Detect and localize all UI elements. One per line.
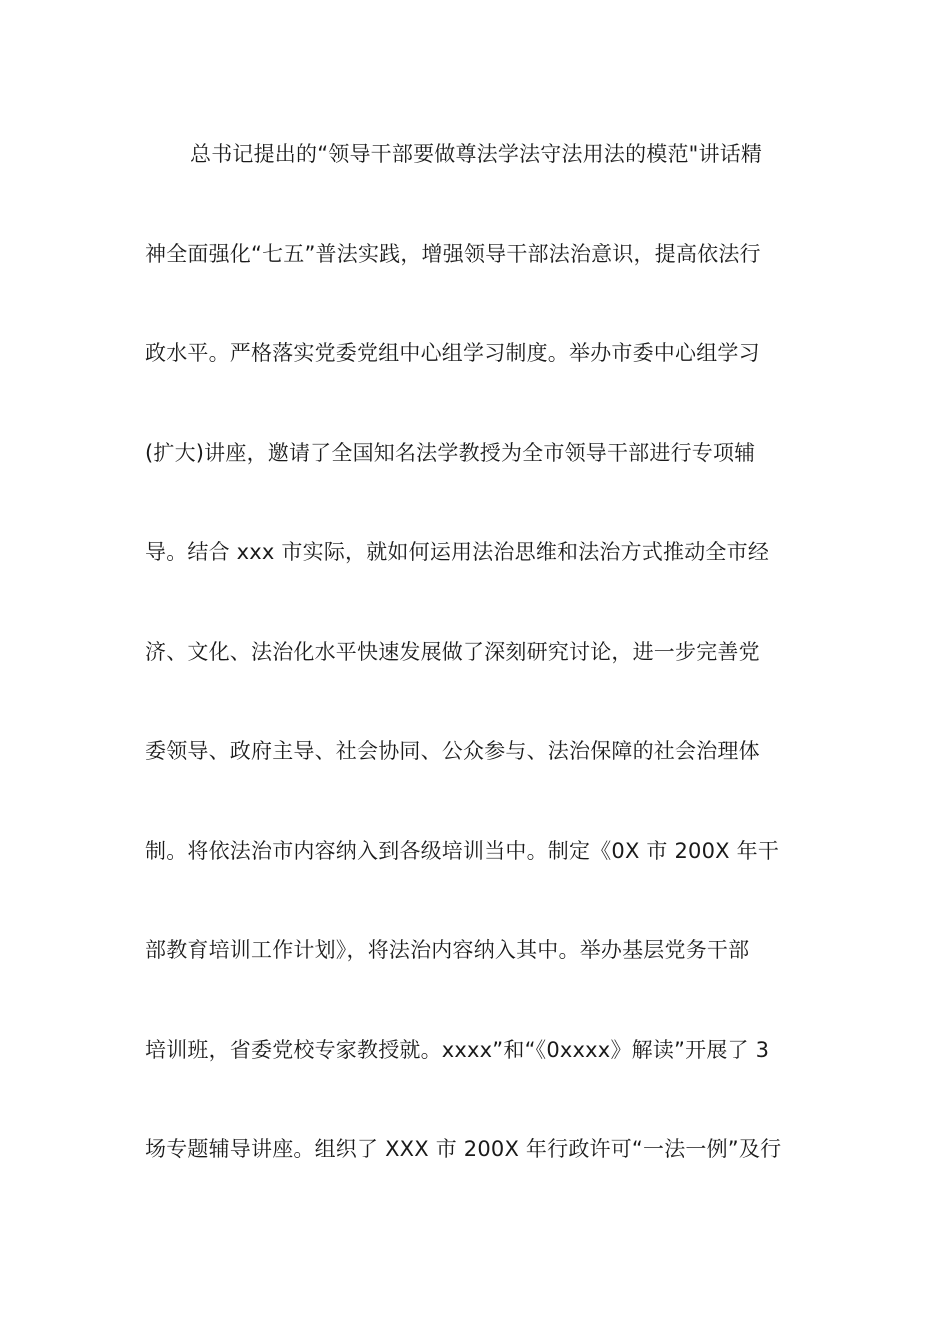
text-line: 总书记提出的“领导干部要做尊法学法守法用法的模范"讲话精 (190, 142, 763, 166)
text-line: 部教育培训工作计划》，将法治内容纳入其中。举办基层党务干部 (145, 938, 750, 962)
text-line: 导。结合 xxx 市实际，就如何运用法治思维和法治方式推动全市经 (145, 540, 770, 564)
text-line: (扩大)讲座，邀请了全国知名法学教授为全市领导干部进行专项辅 (145, 440, 756, 465)
text-line: 济、文化、法治化水平快速发展做了深刻研究讨论，进一步完善党 (145, 639, 760, 664)
body-paragraph (145, 131, 810, 1226)
text-line: 场专题辅导讲座。组织了 XXX 市 200X 年行政许可“一法一例”及行 (145, 1137, 782, 1161)
text-line: 培训班，省委党校专家教授就。xxxx”和“《0xxxx》解读”开展了 3 (145, 1037, 770, 1062)
text-line: 政水平。严格落实党委党组中心组学习制度。举办市委中心组学习 (145, 341, 760, 365)
text-line: 神全面强化“七五”普法实践，增强领导干部法治意识，提高依法行 (145, 241, 761, 266)
text-line: 制。将依法治市内容纳入到各级培训当中。制定《0X 市 200X 年干 (145, 838, 780, 863)
text-line: 委领导、政府主导、社会协同、公众参与、法治保障的社会治理体 (145, 739, 760, 763)
